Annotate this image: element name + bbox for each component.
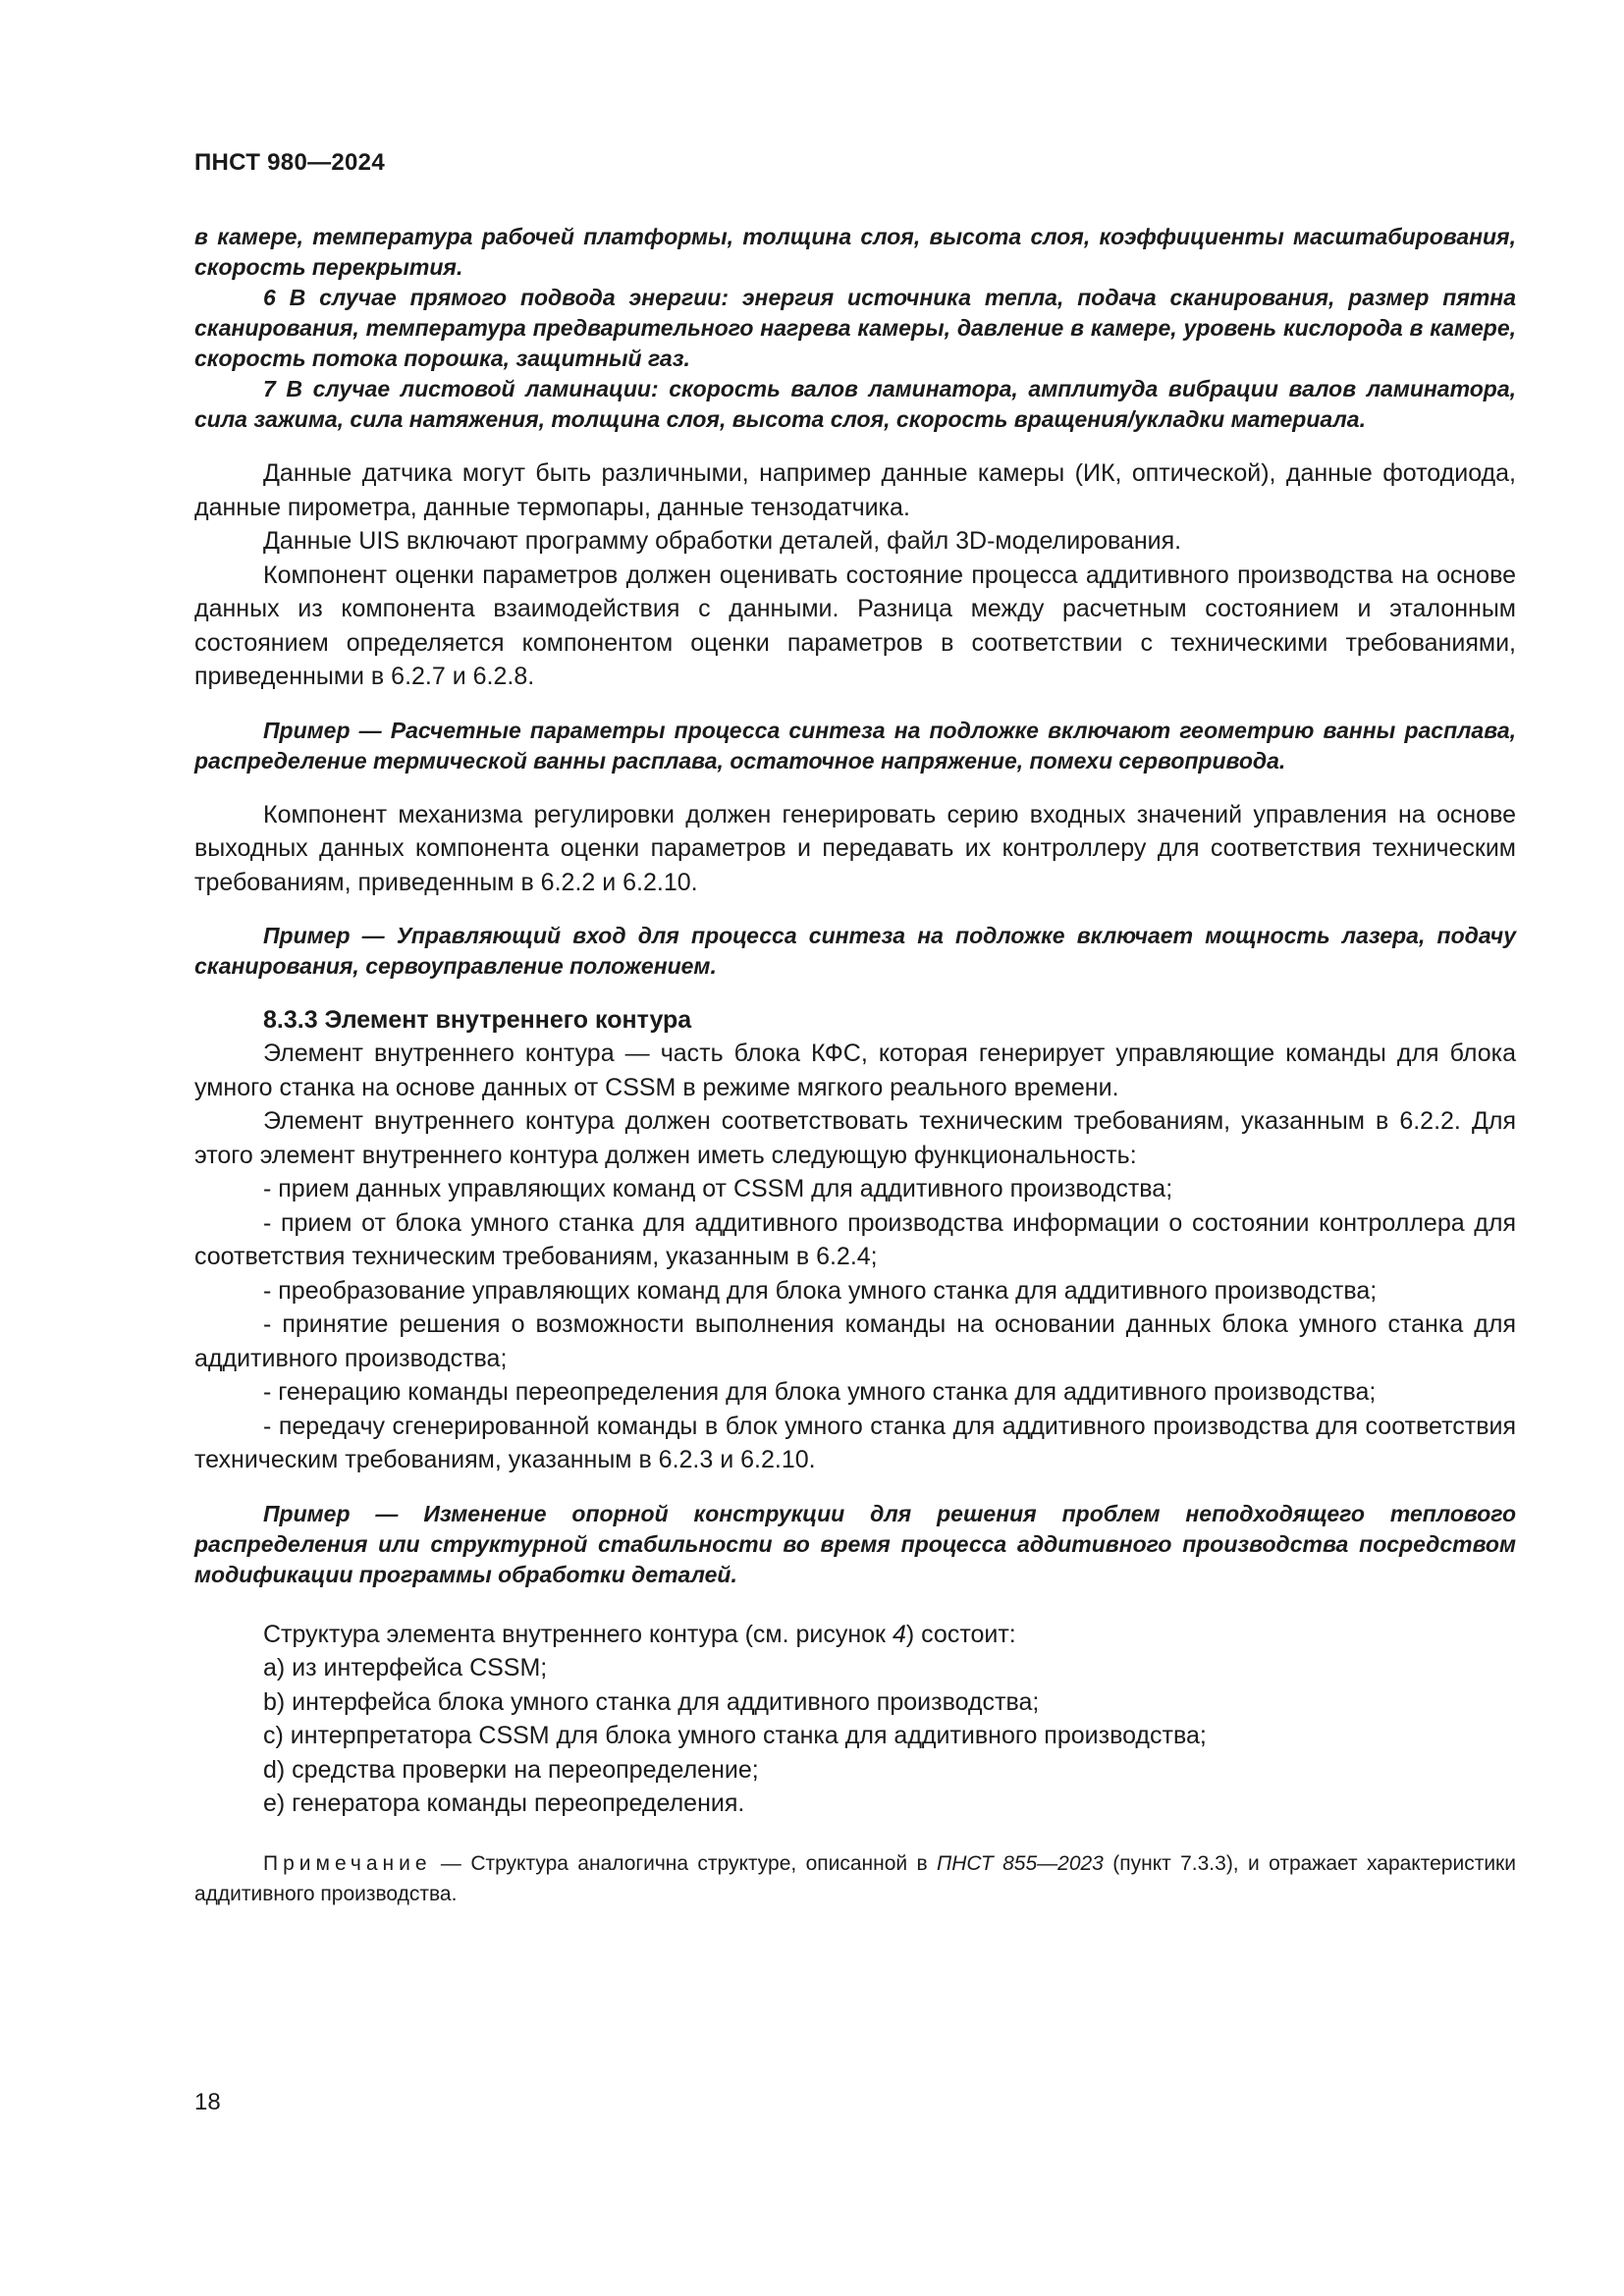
list-item: - прием от блока умного станка для аддитивного производства информации о состоянии контроллера для соответствия техническим требованиям, указанным в 6.2.4; [194,1208,1516,1270]
param-list-item-6: 6 В случае прямого подвода энергии: энергия источника тепла, подача сканирования, размер пятна сканирования, температура предварительного нагрева камеры, давление в камере, уровень кислорода в камере, скорость потока порошка, защитный газ. [194,285,1516,371]
param-list-continued: в камере, температура рабочей платформы, толщина слоя, высота слоя, коэффициенты масштабирования, скорость перекрытия. [194,224,1516,280]
list-item: a) из интерфейса CSSM; [263,1654,548,1682]
parameter-estimation-paragraph: Компонент оценки параметров должен оценивать состояние процесса аддитивного производства на основе данных из компонента взаимодействия с данными. Разница между расчетным состоянием и эталонным состоянием определяется компонентом оценки параметров в соответствии с техническими требованиями, приведенными в 6.2.7 и 6.2.8. [194,561,1516,690]
list-item: - принятие решения о возможности выполнения команды на основании данных блока умного станка для аддитивного производства; [194,1310,1516,1372]
note [194,1848,1516,1909]
figure-reference: 4 [892,1620,906,1648]
page-content [194,222,1516,1909]
structure-intro [194,1618,1516,1652]
list-item: e) генератора команды переопределения. [263,1789,745,1817]
page-number: 18 [194,2089,221,2115]
uis-data-paragraph: Данные UIS включают программу обработки деталей, файл 3D-моделирования. [263,527,1182,555]
list-item: - передачу сгенерированной команды в блок умного станка для аддитивного производства для соответствия техническим требованиям, указанным в 6.2.3 и 6.2.10. [194,1412,1516,1473]
inner-loop-definition: Элемент внутреннего контура — часть блока КФС, которая генерирует управляющие команды для блока умного станка на основе данных от CSSM в режиме мягкого реального времени. [194,1040,1516,1101]
list-item: b) интерфейса блока умного станка для аддитивного производства; [263,1687,1040,1716]
example-1: Пример — Расчетные параметры процесса синтеза на подложке включают геометрию ванны расплава, распределение термической ванны расплава, остаточное напряжение, помехи сервопривода. [194,717,1516,774]
section-heading: 8.3.3 Элемент внутреннего контура [263,1006,692,1034]
note-dash: — [431,1851,471,1875]
list-item: - преобразование управляющих команд для блока умного станка для аддитивного производства; [263,1276,1378,1305]
example-3: Пример — Изменение опорной конструкции для решения проблем неподходящего теплового распределения или структурной стабильности во время процесса аддитивного производства посредством модификации программы обработки деталей. [194,1500,1516,1587]
param-list-item-7: 7 В случае листовой ламинации: скорость валов ламинатора, амплитуда вибрации валов ламинатора, сила зажима, сила натяжения, толщина слоя, высота слоя, скорость вращения/укладки материала. [194,376,1516,432]
document-code: ПНСТ 980—2024 [194,149,385,176]
structure-list [194,1651,1516,1821]
inner-loop-requirements: Элемент внутреннего контура должен соответствовать техническим требованиям, указанным в 6.2.2. Для этого элемент внутреннего контура должен иметь следующую функциональность: [194,1107,1516,1169]
standard-reference: ПНСТ 855—2023 [937,1851,1104,1875]
list-item: - прием данных управляющих команд от CSSM для аддитивного производства; [263,1175,1173,1202]
functionality-list [194,1172,1516,1477]
adjustment-mechanism-paragraph: Компонент механизма регулировки должен генерировать серию входных значений управления на основе выходных данных компонента оценки параметров и передавать их контроллеру для соответствия техническим требованиям, приведенным в 6.2.2 и 6.2.10. [194,800,1516,896]
list-item: d) средства проверки на переопределение; [263,1755,759,1784]
note-text: Структура аналогична структуре, описанной в [470,1851,938,1875]
list-item: c) интерпретатора CSSM для блока умного станка для аддитивного производства; [263,1722,1207,1749]
note-text-end: (пункт 7.3.3), и отражает характеристики аддитивного производства. [194,1851,1516,1905]
note-label: Примечание [263,1851,432,1875]
example-2: Пример — Управляющий вход для процесса синтеза на подложке включает мощность лазера, подачу сканирования, сервоуправление положением. [194,923,1516,979]
sensor-data-paragraph: Данные датчика могут быть различными, например данные камеры (ИК, оптической), данные фотодиода, данные пирометра, данные термопары, данные тензодатчика. [194,459,1516,521]
structure-intro-text: Структура элемента внутреннего контура (см. рисунок [263,1620,893,1648]
structure-intro-end: ) состоит: [905,1620,1016,1648]
list-item: - генерацию команды переопределения для блока умного станка для аддитивного производства; [263,1378,1377,1406]
